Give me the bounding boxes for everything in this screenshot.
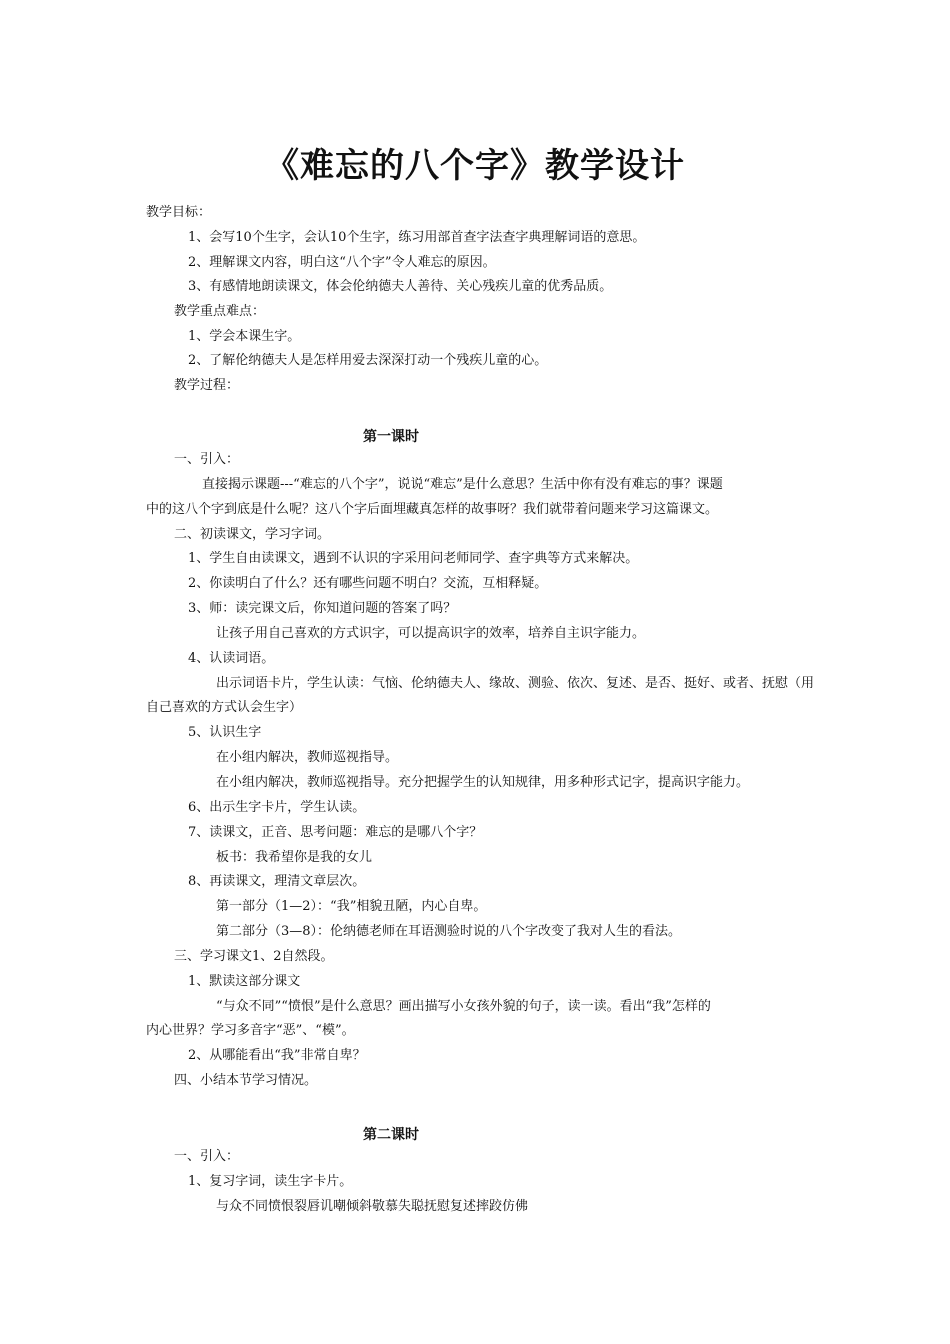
text-line: 一、引入： (174, 452, 240, 467)
text-line: 三、学习课文1、2自然段。 (174, 949, 334, 964)
text-line: 与众不同愤恨裂唇讥嘲倾斜敬慕失聪抚慰复述摔跤仿佛 (216, 1199, 529, 1214)
text-line: 四、小结本节学习情况。 (174, 1073, 318, 1088)
text-line: 2、理解课文内容，明白这“八个字”令人难忘的原因。 (188, 255, 496, 270)
text-line: 直接揭示课题---“难忘的八个字”，说说“难忘”是什么意思？生活中你有没有难忘的事？课题 (202, 477, 723, 492)
text-line: 板书：我希望你是我的女儿 (216, 850, 373, 865)
text-line: 第一部分（1—2）：“我”相貌丑陋，内心自卑。 (216, 899, 487, 914)
text-line: 1、会写10个生字，会认10个生字，练习用部首查字法查字典理解词语的意思。 (188, 230, 646, 245)
text-line: 教学重点难点： (174, 304, 266, 319)
text-line: 4、认读词语。 (188, 651, 275, 666)
text-line: 中的这八个字到底是什么呢？这八个字后面埋藏真怎样的故事呀？我们就带着问题来学习这篇课文。 (146, 502, 719, 517)
text-line: 自己喜欢的方式认会生字） (146, 700, 303, 715)
text-line: 让孩子用自己喜欢的方式识字，可以提高识字的效率，培养自主识字能力。 (216, 626, 646, 641)
text-line: 3、有感情地朗读课文，体会伦纳德夫人善待、关心残疾儿童的优秀品质。 (188, 279, 613, 294)
text-line: 6、出示生字卡片，学生认读。 (188, 800, 366, 815)
text-line: 在小组内解决，教师巡视指导。充分把握学生的认知规律，用多种形式记字，提高识字能力。 (216, 775, 750, 790)
text-line: “与众不同”“愤恨”是什么意思？画出描写小女孩外貌的句子，读一读。看出“我”怎样的 (216, 999, 711, 1014)
text-line: 5、认识生字 (188, 725, 262, 740)
document-title: 《难忘的八个字》教学设计 (265, 146, 685, 186)
text-line: 一、引入： (174, 1149, 240, 1164)
text-line: 3、师：读完课文后，你知道问题的答案了吗？ (188, 601, 457, 616)
text-line: 2、你读明白了什么？还有哪些问题不明白？交流，互相释疑。 (188, 576, 548, 591)
text-line: 2、从哪能看出“我”非常自卑？ (188, 1048, 366, 1063)
text-line: 1、默读这部分课文 (188, 974, 301, 989)
text-line: 教学目标： (146, 205, 212, 220)
text-line: 第二部分（3—8）：伦纳德老师在耳语测验时说的八个字改变了我对人生的看法。 (216, 924, 682, 939)
text-line: 2、了解伦纳德夫人是怎样用爱去深深打动一个残疾儿童的心。 (188, 353, 548, 368)
text-line: 1、学会本课生字。 (188, 329, 301, 344)
text-line: 内心世界？学习多音字“恶”、“模”。 (146, 1023, 355, 1038)
text-line: 7、读课文，正音、思考问题：难忘的是哪八个字？ (188, 825, 483, 840)
text-line: 1、学生自由读课文，遇到不认识的字采用问老师同学、查字典等方式来解决。 (188, 551, 639, 566)
text-line: 二、初读课文，学习字词。 (174, 527, 331, 542)
text-line: 1、复习字词，读生字卡片。 (188, 1174, 353, 1189)
text-line: 出示词语卡片，学生认读：气恼、伦纳德夫人、缘故、测验、依次、复述、是否、挺好、或者、抚慰（用 (216, 676, 815, 691)
section-heading: 第二课时 (363, 1127, 419, 1143)
text-line: 在小组内解决，教师巡视指导。 (216, 750, 399, 765)
text-line: 教学过程： (174, 378, 240, 393)
text-line: 8、再读课文，理清文章层次。 (188, 874, 366, 889)
section-heading: 第一课时 (363, 429, 419, 445)
